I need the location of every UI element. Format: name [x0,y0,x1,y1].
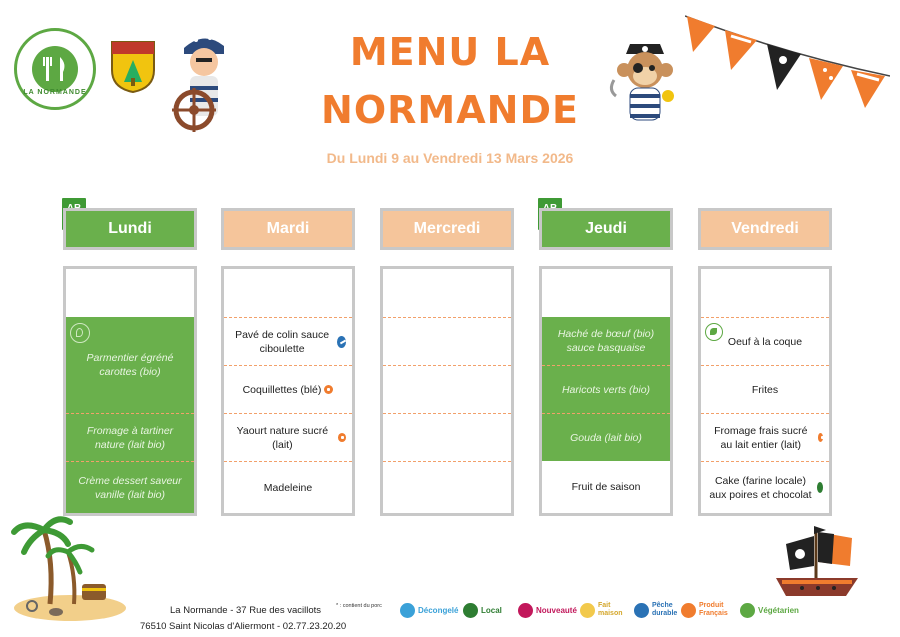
menu-item-text: Coquillettes (blé) [242,383,322,396]
pirate-ship-illustration [772,522,862,602]
bunting-decoration [685,14,890,109]
day-header-mercredi: Mercredi [380,208,514,250]
legend-item-fait-maison [580,600,626,620]
pirate-monkey-illustration [604,40,686,136]
menu-cell: Madeleine [224,461,352,513]
menu-cell [383,413,511,461]
legend-item-nouveaute [518,600,577,620]
pork-note: * : contient du porc [336,603,382,609]
menu-cell [66,269,194,317]
treasure-island-illustration [10,512,130,624]
menu-cell: Gouda (lait bio) [542,413,670,461]
la-normande-logo [14,28,96,110]
french-product-icon [324,385,333,394]
french-product-icon [681,603,696,618]
menu-cell: Crème dessert saveur vanille (lait bio) [66,461,194,513]
vegetarian-icon [705,323,723,341]
day-column-mercredi [380,266,514,516]
menu-cell [224,365,352,413]
page-title-line1: MENU LA [349,30,551,74]
menu-item-text: Pavé de colin sauce ciboulette [235,328,330,355]
legend-label: Végétarien [758,605,799,615]
menu-cell: Haché de bœuf (bio) sauce basquaise [542,317,670,365]
day-header-vendredi: Vendredi [698,208,832,250]
local-icon [463,603,478,618]
menu-cell [383,317,511,365]
homemade-icon [580,603,595,618]
legend-item-vegetarien [740,600,799,620]
bio-leaf-icon [70,323,90,343]
legend-label: Produit Français [699,602,728,617]
menu-cell [701,269,829,317]
menu-cell [701,317,829,365]
menu-cell [224,269,352,317]
legend-label: Fait maison [598,602,623,617]
menu-cell [701,461,829,513]
logo-text: LA NORMANDE [23,89,87,96]
day-column-vendredi [698,266,832,516]
menu-cell [66,317,194,413]
french-product-icon [338,433,346,442]
local-product-icon [817,482,823,493]
french-product-icon [818,433,823,442]
legend-item-produit-francais [681,600,733,620]
fork-knife-icon [32,46,78,92]
legend-label: Nouveauté [536,605,577,615]
snowflake-icon [400,603,415,618]
day-header-lundi: Lundi [63,208,197,250]
pirate-boy-illustration [170,28,238,136]
date-range: Du Lundi 9 au Vendredi 13 Mars 2026 [326,150,574,166]
menu-cell: Haricots verts (bio) [542,365,670,413]
menu-cell [542,269,670,317]
menu-cell [224,413,352,461]
menu-item-text: Yaourt nature sucré (lait) [236,424,329,451]
day-header-jeudi: Jeudi [539,208,673,250]
menu-item-text: Parmentier égréné carottes (bio) [86,352,174,378]
menu-cell [224,317,352,365]
menu-cell: Frites [701,365,829,413]
sustainable-fishing-icon [337,336,346,348]
menu-item-text: Oeuf à la coque [727,335,803,348]
menu-cell [383,269,511,317]
legend-item-local [463,600,502,620]
fish-icon [634,603,649,618]
legend-label: Local [481,605,502,615]
town-crest-icon [110,40,156,94]
day-header-mardi: Mardi [221,208,355,250]
footer-address [140,603,355,635]
address-line2: 76510 Saint Nicolas d'Aliermont - 02.77.23.20.20 [140,621,347,632]
menu-cell: Fromage à tartiner nature (lait bio) [66,413,194,461]
legend-item-decongele [400,600,458,620]
menu-cell: Fruit de saison [571,481,641,493]
menu-item-text: Cake (farine locale) aux poires et chocolat [709,474,812,501]
address-line1: La Normande - 37 Rue des vacillots [170,605,322,616]
legend-label: Décongelé [418,605,459,615]
menu-cell [383,461,511,513]
new-icon [518,603,533,618]
page-title-line2: NORMANDE [321,88,579,132]
day-column-jeudi [539,266,673,516]
day-column-mardi [221,266,355,516]
menu-cell [701,413,829,461]
vegetarian-icon [740,603,755,618]
legend-label: Pêche durable [652,602,678,617]
day-column-lundi [63,266,197,516]
menu-item-text: Fromage frais sucré au lait entier (lait) [714,424,808,451]
menu-cell [383,365,511,413]
